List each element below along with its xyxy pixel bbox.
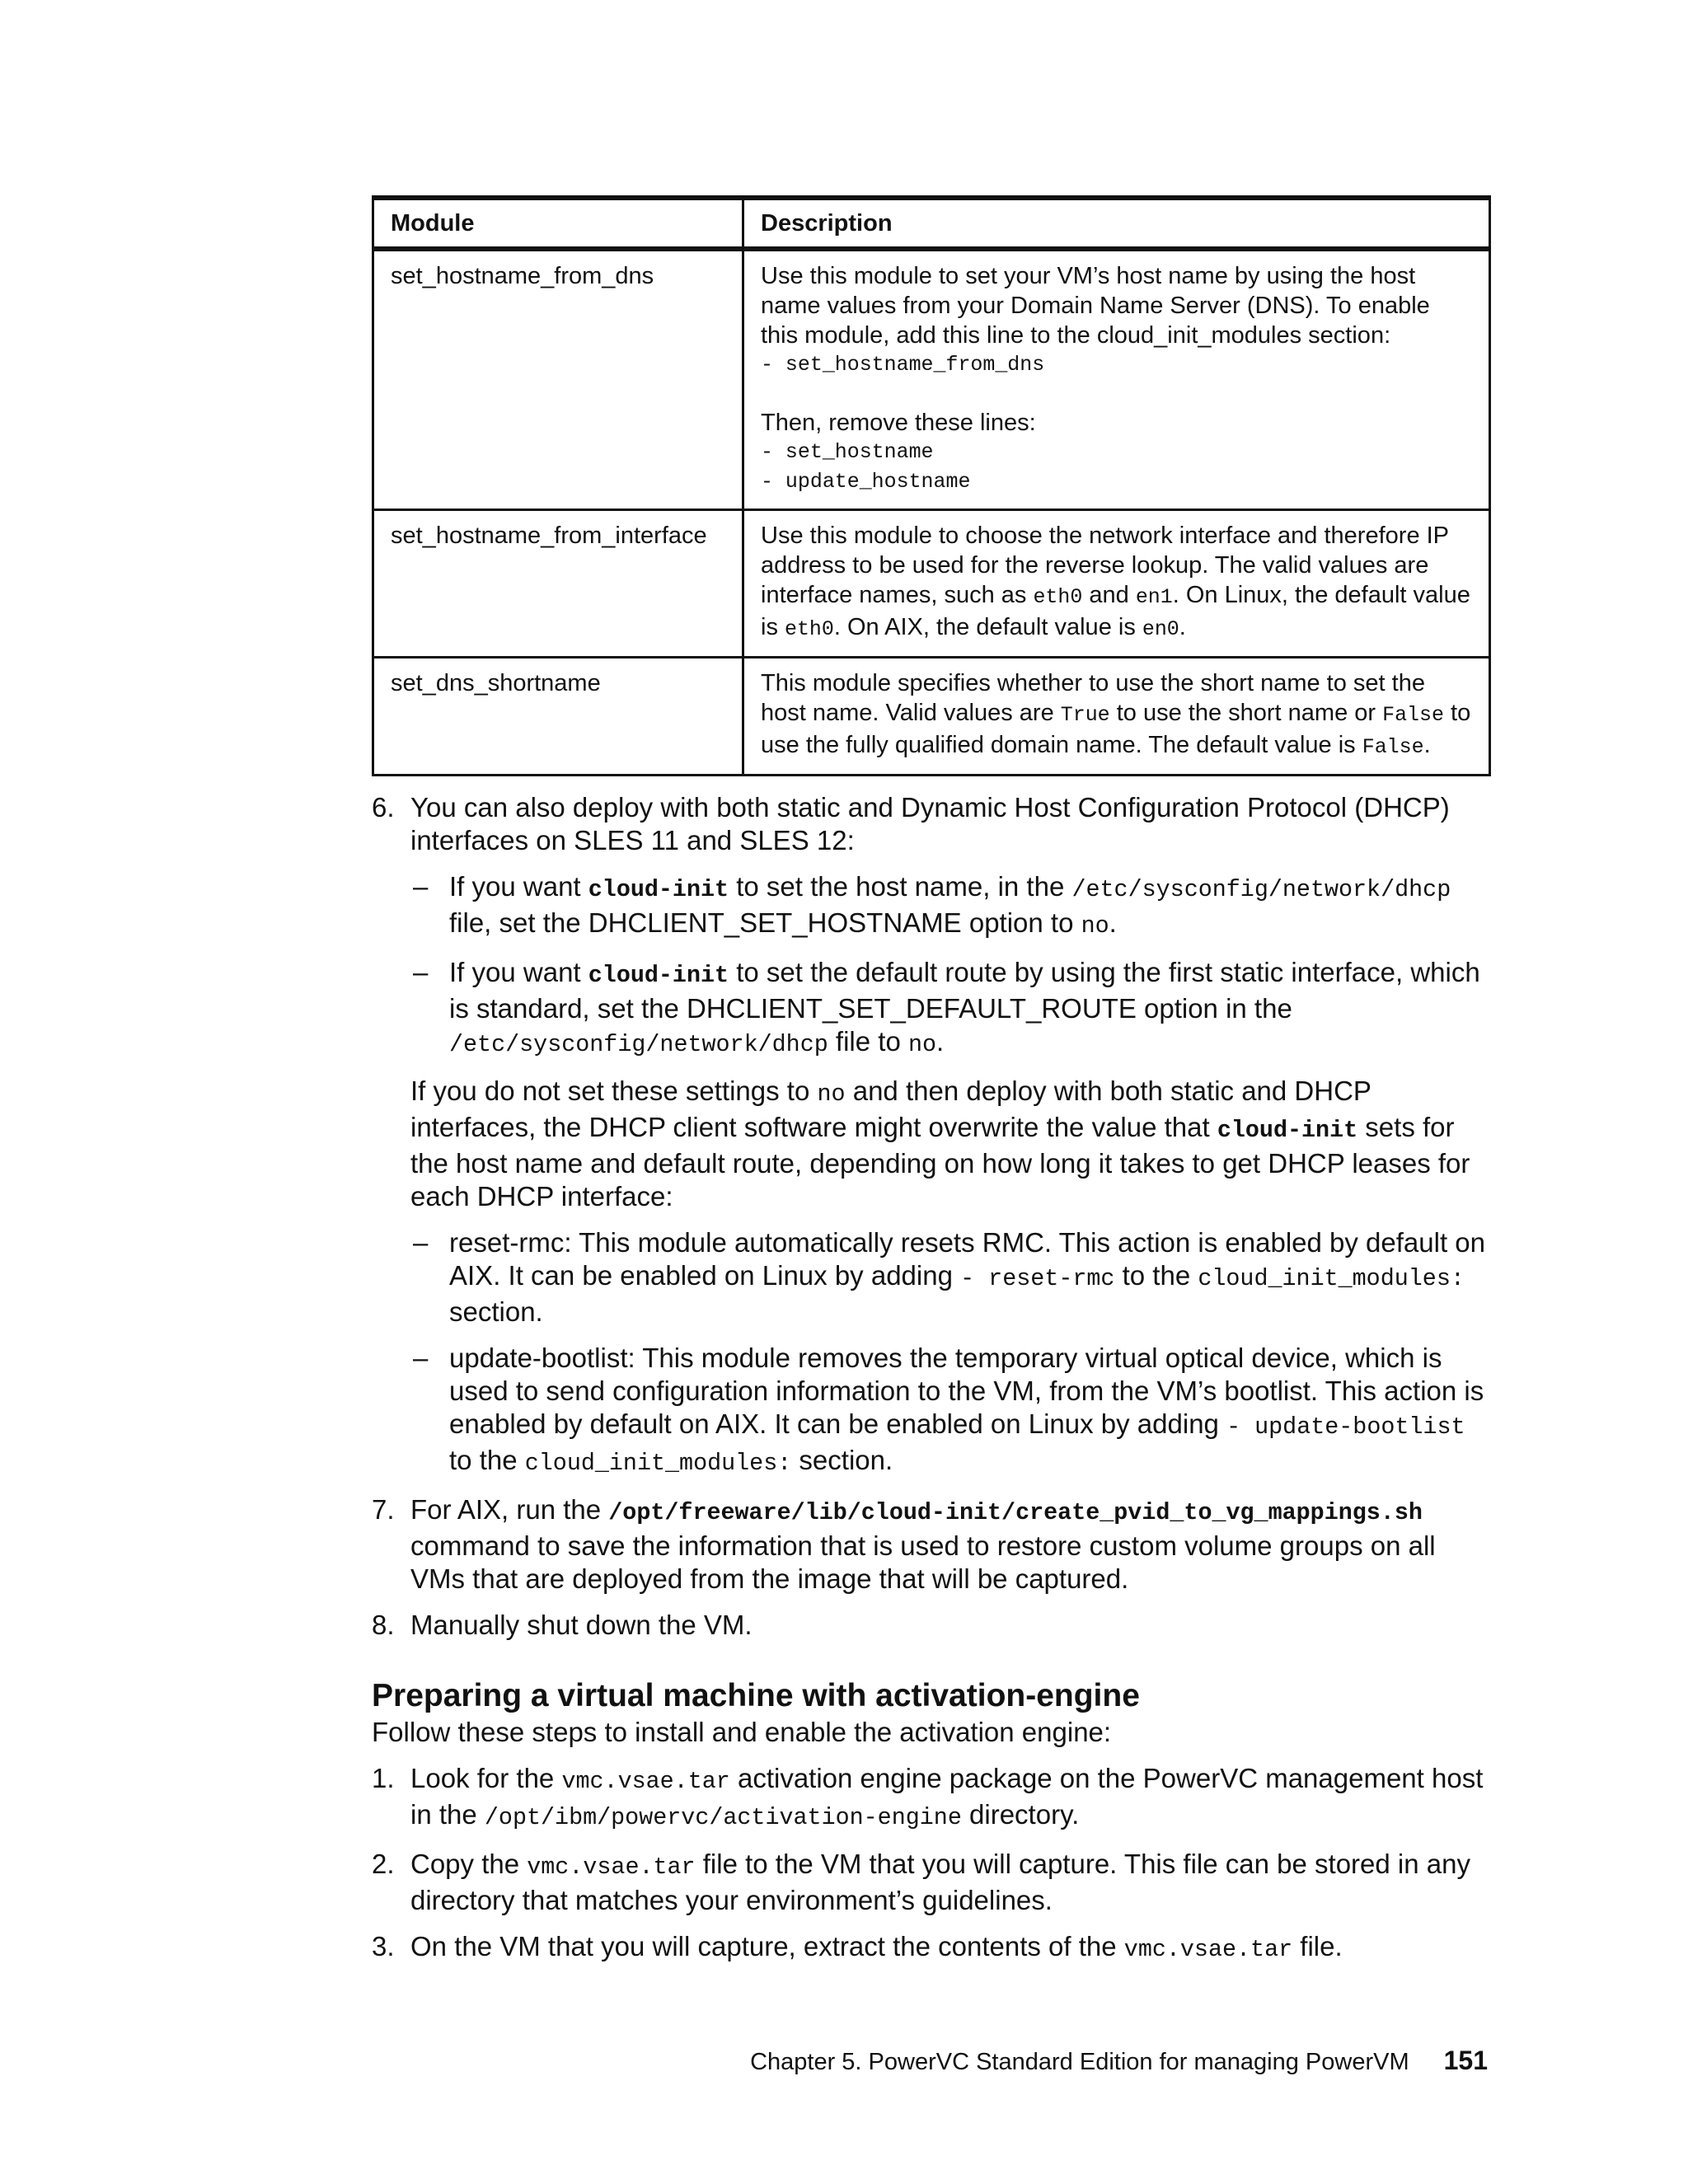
inline-code: - update-bootlist: [1226, 1413, 1465, 1441]
list-item-step-8: [372, 1609, 1493, 1642]
step-number: 3.: [372, 1931, 395, 1961]
main-content: [372, 791, 1493, 1966]
step-text: You can also deploy with both static and Dynamic Host Configuration Protocol (DHCP) interfaces on SLES 11 and SLES 12:: [410, 792, 1450, 855]
table-row: [373, 510, 1490, 658]
table-row: [373, 658, 1490, 776]
dash-bullet: –: [413, 1343, 429, 1373]
bullet-text: If you want: [449, 871, 588, 902]
bullet-text: to set the host name, in the: [729, 871, 1072, 902]
bullet-text: .: [936, 1026, 945, 1057]
paragraph: [372, 1075, 1493, 1213]
bullet-item: [372, 956, 1493, 1062]
step-text: file to the VM that you will capture. This file can be stored in any directory that matches your environment’s guidelines.: [410, 1849, 1470, 1915]
list-item-step-7: [372, 1493, 1493, 1596]
module-name: set_dns_shortname: [373, 658, 743, 776]
step-text: On the VM that you will capture, extract the contents of the: [410, 1931, 1124, 1961]
bullet-text: file, set the DHCLIENT_SET_HOSTNAME option to: [449, 907, 1081, 938]
step-text: file.: [1292, 1931, 1343, 1961]
inline-code: no: [817, 1080, 846, 1108]
step-text: activation engine package on the PowerVC management host in the: [410, 1763, 1484, 1830]
inline-code: cloud_init_modules:: [524, 1450, 792, 1477]
description-text: .: [1423, 732, 1431, 758]
inline-path: /etc/sysconfig/network/dhcp: [449, 1031, 828, 1058]
bullet-text: to the: [449, 1445, 525, 1475]
dash-bullet: –: [413, 957, 429, 987]
bullet-item: [372, 1226, 1493, 1329]
bullet-text: to set the default route by using the first static interface, which is standard, set the DHCLIENT_SET_DEFAULT_ROUTE option in the: [449, 957, 1480, 1024]
bullet-text: .: [1109, 907, 1117, 938]
step-text: Copy the: [410, 1849, 528, 1879]
paragraph-text: and then deploy with both static and DHCP interfaces, the DHCP client software might overwrite the value that: [410, 1076, 1372, 1142]
bullet-text: section.: [449, 1296, 543, 1327]
bullet-text: section.: [791, 1445, 893, 1475]
section-intro: Follow these steps to install and enable the activation engine:: [372, 1717, 1112, 1747]
step-text: Manually shut down the VM.: [410, 1610, 753, 1640]
inline-filename: vmc.vsae.tar: [527, 1854, 696, 1881]
step-number: 2.: [372, 1849, 395, 1879]
code-line: - update_hostname: [761, 471, 971, 494]
description-text: Then, remove these lines:: [761, 410, 1036, 436]
inline-command: cloud-init: [588, 962, 729, 989]
bullet-item: [372, 870, 1493, 943]
section-heading: Preparing a virtual machine with activation-engine: [372, 1678, 1140, 1713]
description-text: . On AIX, the default value is: [833, 614, 1142, 640]
code-line: - set_hostname: [761, 441, 934, 464]
inline-code: cloud_init_modules:: [1198, 1265, 1465, 1292]
description-text: and: [1082, 582, 1136, 608]
list-item-step-3: [372, 1930, 1493, 1966]
description-text: Use this module to set your VM’s host name by using the host name values from your Domain Name Server (DNS). To enable this module, add this line to the cloud_init_modules section:: [761, 263, 1430, 349]
bullet-text: to the: [1114, 1260, 1198, 1291]
dash-bullet: –: [413, 1227, 429, 1258]
column-header-module: Module: [373, 198, 743, 249]
chapter-title: Chapter 5. PowerVC Standard Edition for managing PowerVM: [750, 2049, 1409, 2075]
bullet-item: [372, 1342, 1493, 1480]
paragraph-text: If you do not set these settings to: [410, 1076, 818, 1106]
code-line: - set_hostname_from_dns: [761, 354, 1045, 377]
list-item-step-6: [372, 791, 1493, 857]
inline-command: /opt/freeware/lib/cloud-init/create_pvid_to_vg_mappings.sh: [608, 1499, 1423, 1526]
page-number: 151: [1443, 2046, 1488, 2075]
description-text: to use the fully qualified domain name. The default value is: [761, 700, 1471, 758]
step-number: 1.: [372, 1763, 395, 1793]
module-name: set_hostname_from_interface: [373, 510, 743, 658]
module-description: [743, 249, 1490, 510]
step-number: 7.: [372, 1494, 395, 1525]
step-text: directory.: [961, 1799, 1080, 1830]
bullet-text: reset-rmc: This module automatically resets RMC. This action is enabled by default on AIX. It can be enabled on Linux by adding: [449, 1227, 1485, 1291]
inline-code: eth0: [1033, 586, 1083, 609]
module-name: set_hostname_from_dns: [373, 249, 743, 510]
inline-command: cloud-init: [1217, 1117, 1358, 1144]
inline-code: False: [1362, 736, 1424, 759]
dash-bullet: –: [413, 871, 429, 902]
inline-path: /etc/sysconfig/network/dhcp: [1071, 876, 1451, 903]
inline-code: no: [1081, 912, 1109, 940]
inline-path: /opt/ibm/powervc/activation-engine: [484, 1804, 962, 1831]
description-text: This module specifies whether to use the short name to set the host name. Valid values are: [761, 670, 1425, 726]
table-header-row: [373, 198, 1490, 249]
module-description: [743, 510, 1490, 658]
step-text: For AIX, run the: [410, 1494, 609, 1525]
step-number: 6.: [372, 792, 395, 823]
inline-code: no: [907, 1031, 937, 1058]
paragraph-text: sets for the host name and default route, depending on how long it takes to get DHCP leases for each DHCP interface:: [410, 1112, 1470, 1212]
description-text: .: [1179, 614, 1186, 640]
inline-filename: vmc.vsae.tar: [561, 1768, 730, 1795]
bullet-text: update-bootlist: This module removes the temporary virtual optical device, which is used to send configuration information to the VM, from the VM’s bootlist. This action is enabled by default on AIX. It can be enabled on Linux by adding: [449, 1343, 1484, 1439]
inline-code: en0: [1142, 618, 1179, 641]
description-text: to use the short name or: [1109, 700, 1383, 726]
inline-code: eth0: [785, 618, 834, 641]
inline-code: False: [1382, 704, 1444, 727]
inline-code: True: [1060, 704, 1110, 727]
column-header-description: Description: [743, 198, 1490, 249]
table-row: [373, 249, 1490, 510]
step-text: Look for the: [410, 1763, 562, 1793]
module-description: [743, 658, 1490, 776]
inline-code: en1: [1135, 586, 1173, 609]
description-text: Use this module to choose the network interface and therefore IP address to be used for the reverse lookup. The valid values are interface names, such as: [761, 523, 1449, 608]
inline-command: cloud-init: [588, 876, 729, 903]
description-text: . On Linux, the default value is: [761, 582, 1470, 640]
list-item-step-1: [372, 1762, 1493, 1835]
inline-filename: vmc.vsae.tar: [1123, 1936, 1293, 1963]
step-text: command to save the information that is used to restore custom volume groups on all VMs that are deployed from the image that will be captured.: [410, 1530, 1436, 1594]
step-number: 8.: [372, 1610, 395, 1640]
page-footer: [750, 2046, 1488, 2077]
list-item-step-2: [372, 1848, 1493, 1917]
bullet-text: If you want: [449, 957, 588, 987]
bullet-text: file to: [828, 1026, 908, 1057]
module-table: [372, 195, 1491, 776]
inline-code: - reset-rmc: [960, 1265, 1115, 1292]
